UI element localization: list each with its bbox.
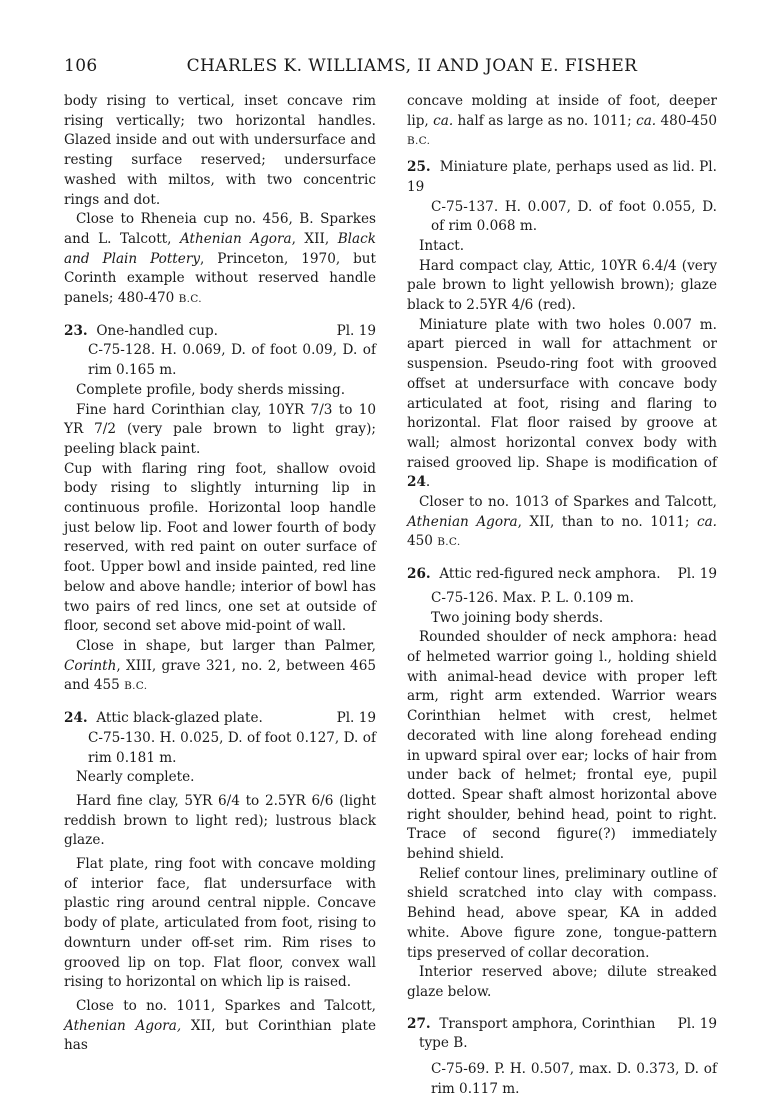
entry-number: 23. — [64, 322, 88, 339]
catalogue-entry-heading — [407, 158, 717, 197]
shape-description: Flat plate, ring foot with concave molding of interior face, flat undersurface with plastic ring around central nipple. Concave body of plate, articulated from foot, rising to downturn under off-set rim. Rim rises to grooved lip on top. Flat floor, convex wall rising to horizontal on which lip is raised. — [64, 856, 376, 991]
plate-reference: Pl. 19 — [336, 322, 376, 339]
right-column — [407, 92, 717, 1099]
comparison-paragraph: Close to no. 1011, Sparkes and Talcott, Athenian Agora, XII, but Corinthian plate has — [64, 997, 376, 1054]
catalogue-number: C-75-128. H. 0.069, D. of foot 0.09, D. of rim 0.165 m. — [88, 342, 376, 379]
entry-number: 25. — [407, 159, 431, 176]
running-title: CHARLES K. WILLIAMS, II AND JOAN E. FISHER — [186, 56, 638, 76]
catalogue-number: C-75-126. Max. P. L. 0.109 m. — [431, 589, 634, 606]
catalogue-entry-heading — [64, 322, 376, 342]
plate-reference: Pl. 19 — [677, 566, 717, 583]
comparison-paragraph: Close to Rheneia cup no. 456, B. Sparkes and L. Talcott, Athenian Agora, XII, Black and Plain Pottery, Princeton, 1970, but Corinth example without reserved handle panels; 480-470 B.C. — [64, 211, 376, 307]
condition: Nearly complete. — [76, 769, 195, 786]
catalogue-entry-heading — [64, 709, 376, 729]
entry-number: 26. — [407, 566, 431, 583]
clay-description: Hard compact clay, Attic, 10YR 6.4/4 (very pale brown to light yellowish brown); glaze black to 2.5YR 4/6 (red). — [407, 257, 717, 314]
entry-title: Miniature plate, perhaps used as lid. Pl. 19 — [407, 159, 717, 195]
clay-description: Hard fine clay, 5YR 6/4 to 2.5YR 6/6 (light reddish brown to light red); lustrous black glaze. — [64, 792, 376, 849]
condition: Complete profile, body sherds missing. — [76, 381, 346, 398]
catalogue-entry-heading — [407, 565, 717, 585]
paragraph: concave molding at inside of foot, deeper lip, ca. half as large as no. 1011; ca. 480-450 B.C. — [407, 93, 718, 148]
plate-reference: Pl. 19 — [336, 710, 376, 727]
entry-title: Transport amphora, Corinthian — [439, 1015, 656, 1032]
figure-description: Rounded shoulder of neck amphora: head of helmeted warrior going l., holding shield with animal-head device with proper left arm, right arm extended. Warrior wears Corinthian helmet with crest, helmet decorated with line along forehead ending in upward spiral over ear; locks of hair from under back of helmet; frontal eye, pupil dotted. Spear shaft almost horizontal above right shoulder, behind head, point to right. Trace of second figure(?) immediately behind shield. — [407, 629, 717, 863]
running-header — [64, 56, 720, 80]
plate-reference: Pl. 19 — [677, 1015, 717, 1032]
paragraph: body rising to vertical, inset concave rim rising vertically; two horizontal handles. Glazed inside and out with undersurface and resting surface reserved; undersurface washed with miltos, with two concentric rings and dot. — [64, 93, 376, 208]
catalogue-number: C-75-137. H. 0.007, D. of foot 0.055, D. of rim 0.068 m. — [431, 198, 717, 235]
entry-title: One-handled cup. — [96, 322, 218, 339]
left-column — [64, 92, 376, 1056]
page-number: 106 — [64, 56, 98, 76]
catalogue-number: C-75-130. H. 0.025, D. of foot 0.127, D. of rim 0.181 m. — [88, 729, 376, 766]
interior-description: Interior reserved above; dilute streaked glaze below. — [407, 964, 717, 1000]
comparison-paragraph: Close in shape, but larger than Palmer, Corinth, XIII, grave 321, no. 2, between 465 and 455 B.C. — [64, 637, 376, 694]
entry-title: Attic black-glazed plate. — [96, 710, 263, 727]
shape-description: Cup with flaring ring foot, shallow ovoid body rising to slightly inturning lip in continuous profile. Horizontal loop handle just below lip. Foot and lower fourth of body reserved, with red paint on outer surface of foot. Upper bowl and inside painted, red line below and above handle; interior of bowl has two pairs of red lincs, one set at outside of floor, second set above mid-point of wall. — [64, 460, 376, 635]
entry-number: 27. — [407, 1015, 431, 1032]
catalogue-number: C-75-69. P. H. 0.507, max. D. 0.373, D. of rim 0.117 m. — [431, 1061, 717, 1097]
technique-description: Relief contour lines, preliminary outline of shield scratched into clay with compass. Behind head, above spear, ΚΑ in added white. Above figure zone, tongue-pattern tips preserved of collar decoration. — [407, 865, 717, 961]
entry-number: 24. — [64, 710, 88, 727]
entry-title-continued: type B. — [419, 1035, 468, 1052]
catalogue-entry-heading — [407, 1015, 717, 1054]
condition: Intact. — [419, 237, 465, 254]
clay-description: Fine hard Corinthian clay, 10YR 7/3 to 10 YR 7/2 (very pale brown to light gray); peeling black paint. — [64, 401, 376, 457]
condition: Two joining body sherds. — [431, 609, 604, 626]
entry-title: Attic red-figured neck amphora. — [439, 566, 661, 583]
shape-description: Miniature plate with two holes 0.007 m. apart pierced in wall for attachment or suspension. Pseudo-ring foot with grooved offset at undersurface with concave body articulated at foot, rising and flaring to horizontal. Flat floor raised by groove at wall; almost horizontal convex body with raised grooved lip. Shape is modification of 24. — [407, 316, 717, 491]
comparison-paragraph: Closer to no. 1013 of Sparkes and Talcott, Athenian Agora, XII, than to no. 1011; ca. 450 B.C. — [407, 494, 718, 550]
